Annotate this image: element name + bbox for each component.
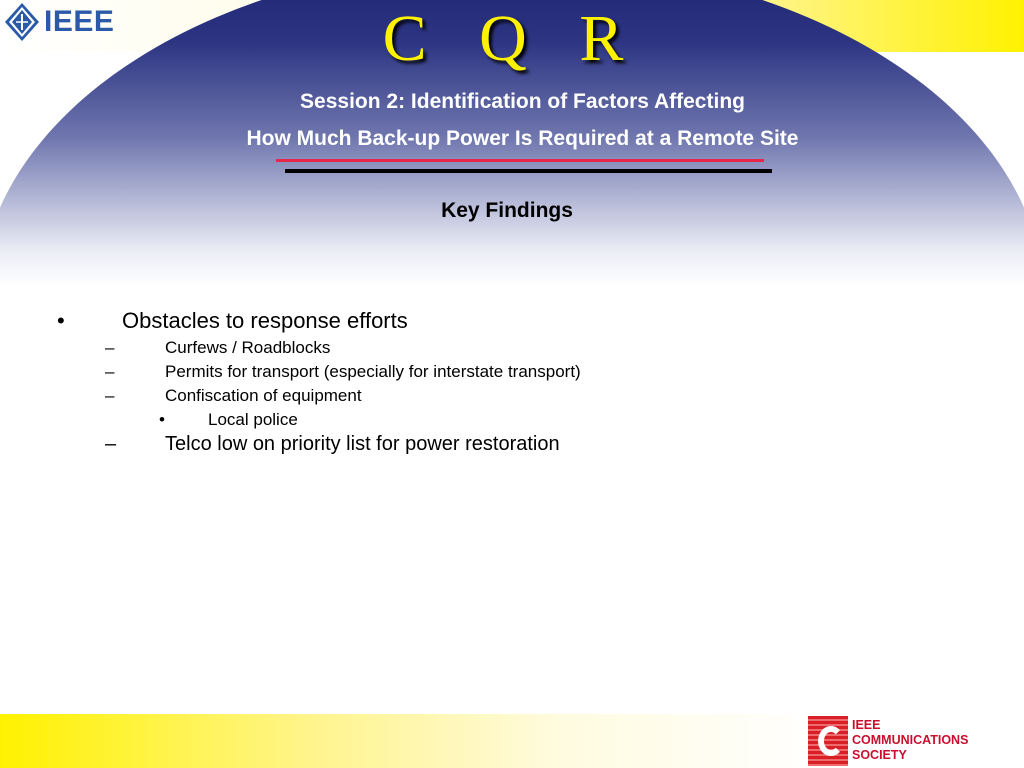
bullet-text: Confiscation of equipment <box>165 386 362 405</box>
comsoc-line2: COMMUNICATIONS <box>852 733 969 747</box>
bullet-marker: – <box>105 386 115 405</box>
comsoc-line1: IEEE <box>852 718 881 732</box>
divider-black <box>285 169 772 173</box>
comsoc-logo <box>808 716 1018 766</box>
session-subtitle-line2: How Much Back-up Power Is Required at a Remote Site <box>246 127 799 150</box>
bullet-text: Obstacles to response efforts <box>122 308 408 333</box>
bullet-text: Permits for transport (especially for interstate transport) <box>165 362 581 381</box>
bullet-marker: • <box>57 308 65 333</box>
bullet-marker: – <box>105 433 117 455</box>
bullet-marker: • <box>159 410 165 429</box>
session-subtitle-line1: Session 2: Identification of Factors Affecting <box>300 90 745 113</box>
bullet-marker: – <box>105 362 115 381</box>
section-heading: Key Findings <box>441 199 573 222</box>
comsoc-emblem-icon <box>808 716 848 766</box>
divider-red <box>276 159 764 162</box>
ieee-logo-text: IEEE <box>44 5 115 38</box>
bullet-marker: – <box>105 338 115 357</box>
bullet-text: Local police <box>208 410 298 429</box>
bullet-text: Telco low on priority list for power restoration <box>165 433 560 455</box>
comsoc-line3: SOCIETY <box>852 748 907 762</box>
comsoc-name <box>850 718 1018 764</box>
bullet-text: Curfews / Roadblocks <box>165 338 331 357</box>
page-title: C Q R <box>382 2 642 75</box>
